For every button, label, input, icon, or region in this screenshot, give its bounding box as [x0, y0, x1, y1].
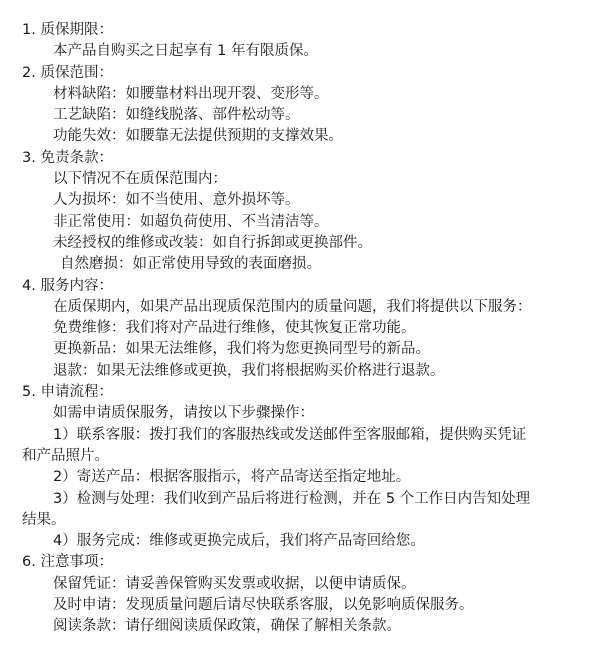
- process-step-4: 4）服务完成：维修或更换完成后，我们将产品寄回给您。: [53, 533, 425, 550]
- scope-item-material: 材料缺陷：如腰靠材料出现开裂、变形等。: [53, 85, 329, 102]
- scope-item-function: 功能失效：如腰靠无法提供预期的支撑效果。: [53, 128, 343, 145]
- process-step-3-continued: 结果。: [22, 511, 66, 528]
- warranty-document: [0, 20, 604, 638]
- exclusion-item-unauthorized-repair: 未经授权的维修或改装：如自行拆卸或更换部件。: [53, 234, 372, 251]
- note-item-keep-receipt: 保留凭证：请妥善保管购买发票或收据，以便申请质保。: [53, 575, 416, 592]
- service-item-replacement: 更换新品：如果无法维修，我们将为您更换同型号的新品。: [53, 341, 430, 358]
- service-intro: 在质保期内，如果产品出现质保范围内的质量问题，我们将提供以下服务：: [53, 298, 532, 315]
- warranty-period-text: 本产品自购买之日起享有 1 年有限质保。: [53, 43, 318, 60]
- process-step-2: 2）寄送产品：根据客服指示，将产品寄送至指定地址。: [53, 469, 411, 486]
- service-item-refund: 退款：如果无法维修或更换，我们将根据购买价格进行退款。: [53, 362, 445, 379]
- exclusion-item-abnormal-use: 非正常使用：如超负荷使用、不当清洁等。: [53, 213, 329, 230]
- section-title-exclusions: 3. 免责条款：: [22, 149, 113, 166]
- section-title-warranty-scope: 2. 质保范围：: [22, 64, 113, 81]
- process-step-3: 3）检测与处理：我们收到产品后将进行检测，并在 5 个工作日内告知处理: [53, 490, 531, 507]
- scope-item-craft: 工艺缺陷：如缝线脱落、部件松动等。: [53, 107, 300, 124]
- process-step-1: 1）联系客服：拨打我们的客服热线或发送邮件至客服邮箱，提供购买凭证: [53, 426, 527, 443]
- section-title-warranty-period: 1. 质保期限：: [22, 22, 113, 38]
- process-intro: 如需申请质保服务，请按以下步骤操作：: [53, 405, 314, 422]
- section-title-service-content: 4. 服务内容：: [22, 277, 113, 294]
- section-title-notes: 6. 注意事项：: [22, 554, 113, 571]
- exclusion-item-natural-wear: 自然磨损：如正常使用导致的表面磨损。: [60, 256, 321, 273]
- process-step-1-continued: 和产品照片。: [22, 447, 109, 464]
- service-item-free-repair: 免费维修：我们将对产品进行维修，使其恢复正常功能。: [53, 320, 416, 337]
- note-item-read-terms: 阅读条款：请仔细阅读质保政策，确保了解相关条款。: [53, 618, 401, 635]
- exclusions-intro: 以下情况不在质保范围内：: [53, 171, 227, 188]
- note-item-apply-promptly: 及时申请：发现质量问题后请尽快联系客服，以免影响质保服务。: [53, 597, 474, 614]
- exclusion-item-human-damage: 人为损坏：如不当使用、意外损坏等。: [53, 192, 300, 209]
- section-title-application-process: 5. 申请流程：: [22, 384, 113, 401]
